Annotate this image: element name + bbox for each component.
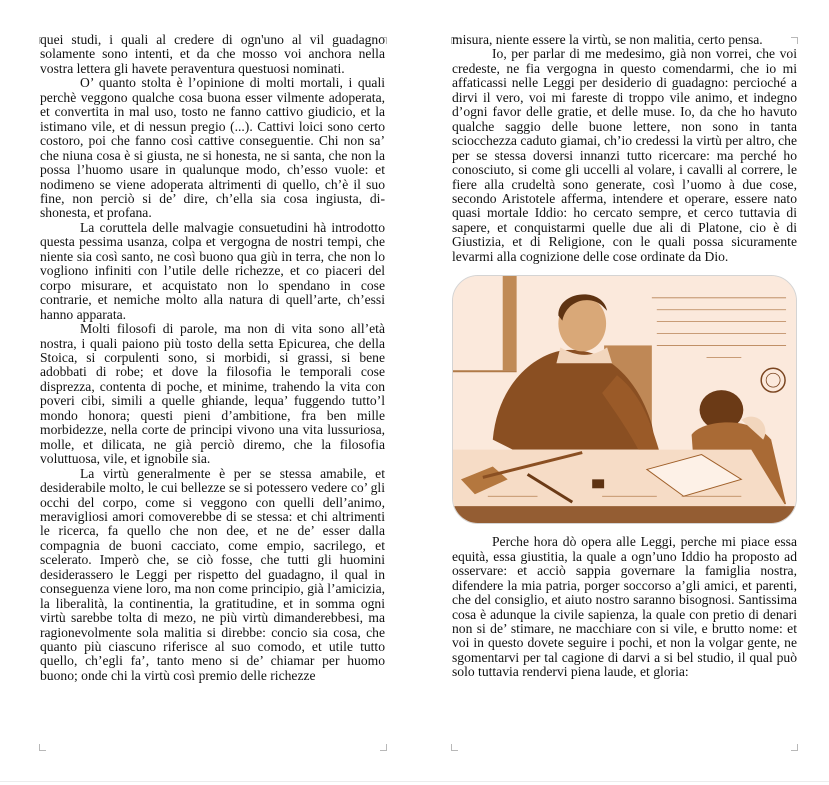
paragraph: quei studi, i quali al credere di ogn'uno al vil guadagno solamente sono intenti, et da che mosso voi anchora nella vostra lettera gli havete peraventura questuosi nominati.: [40, 32, 385, 76]
paragraph: O’ quanto stolta è l’opinione di molti mortali, i quali perchè veggono qualche cosa buona esser vilmente adoperata, et convertita in mal uso, tosto ne fanno cattivo giudicio, et la istimano vile, et di nessun pregio (...). Cattivi loici sono certo costoro, poi che fanno così cattive conseguentie. Chi non sa’ che niuna cosa è si giusta, ne si honesta, ne si santa, che non la possa l’huomo usare in qualunque modo, ch’esso vuole: et nodimeno se viene adoperata altrimenti di quello, ch’è il suo fine, non perciò si de’ dire, ch’ella sia cosa ingiusta, dishonesta, et profana.: [40, 75, 385, 221]
table-edge: [453, 506, 796, 523]
text-boundary-corner: [380, 744, 387, 751]
paragraph: La virtù generalmente è per se stessa amabile, et desiderabile molto, le cui bellezze se si potessero vedere co’ gli occhi del corpo, come si veggono con quelli dell’animo, meravigliosi amori comoverebbe di se stessa: et chi altrimenti le ricerca, fa quello che non dee, et ne de’ esser dalla compagnia de buoni cacciato, come empio, sacrilego, et scelerato. Imperò che, se ciò fosse, che tutti gli huomini desiderassero le Leggi per rispetto del guadagno, il qual in conseguenza viene loro, ma non come principio, già l’amicizia, la liberalità, la continentia, la gratitudine, et in somma ogni virtù sarebbe tolta di mezo, ne più virtù dimanderebbesi, ma ragionevolmente sola malitia si direbbe: concio sia cosa, che quanto più ciascuno riferisce al suo comodo, et utile tutto quello, ch’egli fa’, tanto meno si de’ chiamar per huomo buono; onde chi la virtù così premio delle richezze: [40, 465, 385, 683]
text-boundary-corner: [451, 744, 458, 751]
window-post: [503, 276, 517, 370]
inkwell: [592, 480, 604, 489]
paragraph: Perche hora dò opera alle Leggi, perche mi piace essa equità, essa giustitia, la quale a ogn’uno Iddio ha proposto ad osservare: et acciò sappia governare la famiglia nostra, difendere la mia patria, porger soccorso a’gli amici, et parenti, che del consiglio, et aiuto nostro saranno bisognosi. Santissima cosa è adunque la civile sapienza, la quale con pretio di denari non si de’ stimare, ne macchiare con si vile, e brutto nome: et voi in questo dovete seguire i pochi, et non la volgar gente, ne sgomentarvi per tal cagione di darvi a si bel studio, il qual può solo tuttavia rendervi piena laude, et gloria:: [452, 534, 797, 680]
paragraph: La coruttela delle malvagie consuetudini hà introdotto questa pessima usanza, colpa et vergogna de nostri tempi, che niente sia così santo, ne così buono qua giù in terra, che non lo vogliono infiniti con l’utile delle richezze, et co piaceri del corpo misurare, et acquistato non lo spendano in cose contrarie, et nemiche molto alla natura di quell’arte, ch’essi hanno apparata.: [40, 219, 385, 322]
engraving-illustration: [452, 275, 797, 524]
paragraph: misura, niente essere la virtù, se non malitia, certo pensa.: [452, 32, 763, 47]
engraving-svg: [453, 276, 796, 523]
right-text-column: [452, 33, 797, 680]
paragraph: Io, per parlar di me medesimo, già non vorrei, che voi credeste, ne fia vergogna in questo comendarmi, che io mi affaticassi nelle Leggi per desiderio di guadagno: percioché a dirvi il vero, voi mi fareste di troppo vile animo, et indegno d’ogni favor delle gratie, et delle muse. Io, da che ho havuto qualche saggio delle buone lettere, non sono in tanta sciocchezza caduto giamai, ch’io credessi la virtù per altro, che per se stessa doversi innanzi tutto ricercare: ma perché ho conosciuto, si come gli uccelli al volare, i cavalli al correre, le fiere alla crudeltà sono generate, così l’uomo à due cose, secondo Aristotele afferma, intendere et operare, essere nato quasi mortale Iddio: ho cercato sempre, et cerco tuttavia di sapere, et conquistarmi quelle due ali di Platone, cio è di Giustizia, et di Religione, con le quali possa sicuramente levarmi alla cognizione delle cose ordinate da Dio.: [452, 46, 797, 264]
paragraph: Molti filosofi di parole, ma non di vita sono all’età nostra, i quali paiono più tosto della setta Epicurea, che della Stoica, si corpulenti sono, si morbidi, si grassi, si bene adobbati di robe; et dove la filosofia le temporali cose disprezza, contenta di poche, et minime, trahendo la vita con poveri cibi, simili a quelle ghiande, lequa’ fuggendo tutto’l mondo honora; questi pieni d’ambitione, fra ben mille morbidezze, nella corte de principi vivono una vita lussuriosa, molle, et dilicata, ne già perciò diremo, che la filosofia voluttuosa, vile, et ignobile sia.: [40, 321, 385, 467]
left-text-column: [40, 33, 385, 683]
page-bottom-divider: [0, 781, 829, 782]
text-boundary-corner: [791, 744, 798, 751]
text-boundary-corner: [39, 744, 46, 751]
